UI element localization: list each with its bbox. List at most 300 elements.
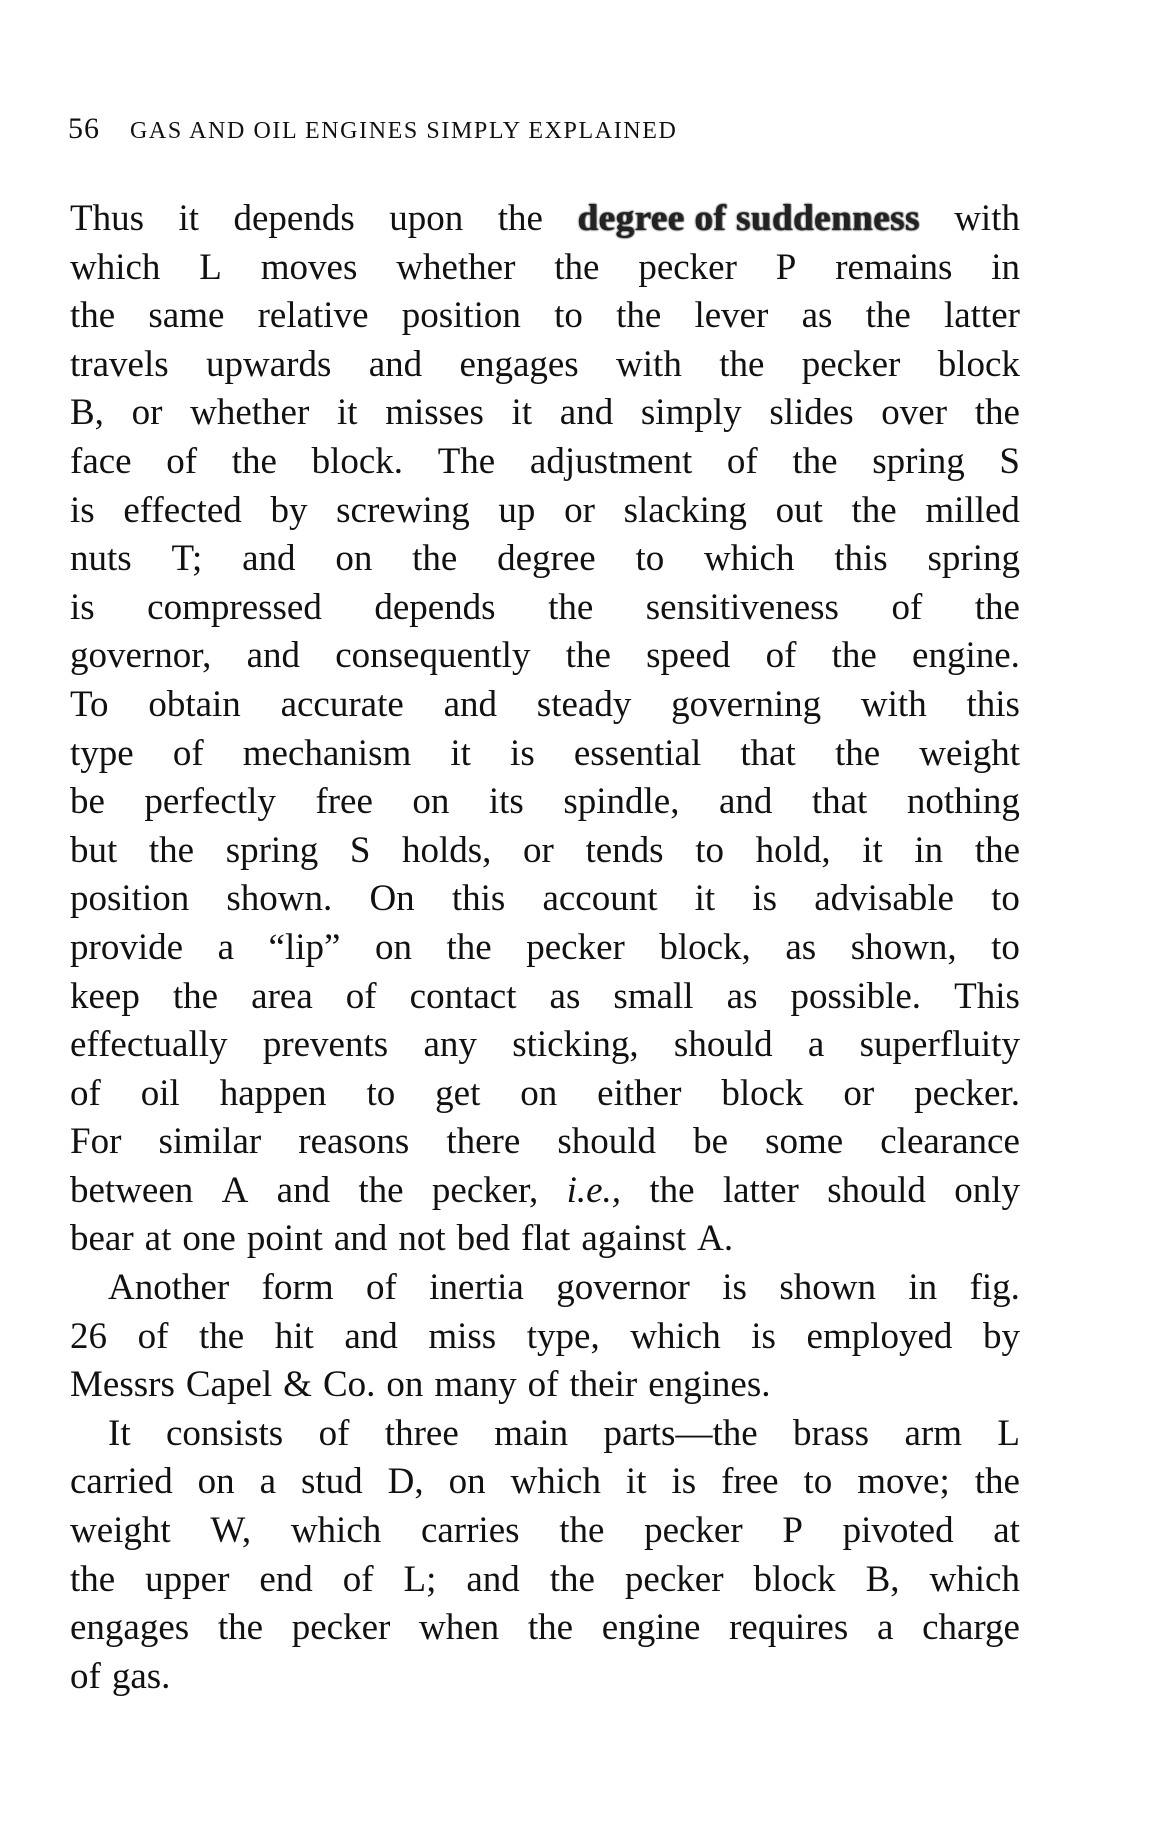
word: which [704,538,795,580]
word: point [246,1218,323,1260]
word: it [625,1461,647,1503]
word: 26 [70,1315,107,1357]
word: slides [769,392,854,434]
word: and [466,1558,520,1600]
word: carries [420,1510,520,1552]
word: requires [729,1607,849,1649]
word: the [865,295,911,337]
word: and [276,1169,331,1211]
word: at [144,1218,172,1260]
word: be [70,781,105,823]
word: block [937,343,1020,385]
text-line [70,1604,1020,1653]
word: pecker [526,926,625,968]
word: main [494,1412,569,1454]
word: the [851,489,897,531]
word: on [386,1364,424,1406]
word: upper [145,1558,230,1600]
word: misses [385,392,484,434]
word: i.e., [566,1169,622,1211]
word: type, [526,1315,600,1357]
word: many [434,1364,517,1406]
word: a [807,1024,825,1066]
word: B, [865,1558,900,1600]
text-line [70,1458,1020,1507]
word: or [843,1072,875,1114]
word: is [751,1315,776,1357]
text-line [70,1507,1020,1556]
word: bed [456,1218,511,1260]
word: same [148,295,225,337]
word: L [199,246,222,288]
word: the [649,1169,695,1211]
word: move; [857,1461,950,1503]
word: upwards [205,343,332,385]
text-line [70,1653,1020,1702]
word: and [368,343,423,385]
word: B, [70,392,104,434]
word: it [178,198,200,239]
text-line [70,1021,1020,1070]
word: should [557,1121,657,1163]
word: the [974,1461,1020,1503]
word: to [554,295,583,337]
word: is [70,586,95,628]
word: or [564,489,595,531]
word: W, [210,1510,252,1552]
word: the [548,586,594,628]
word: on [520,1072,558,1114]
word: of [318,1412,350,1454]
word: and [344,1315,398,1357]
word: happen [219,1072,327,1114]
word: brass [793,1412,870,1454]
word: to [635,538,665,580]
word: simply [640,392,742,434]
word: possible. [790,975,922,1017]
word: the [616,295,662,337]
word: one [182,1218,236,1260]
word: contact [409,975,517,1017]
word: the [70,295,116,337]
word: the [172,975,219,1017]
word: S [349,829,371,871]
word: with [954,198,1020,239]
word: there [446,1121,521,1163]
text-line [70,1313,1020,1362]
word: clearance [880,1121,1020,1163]
word: governor, [70,635,212,677]
word: holds, [402,829,492,871]
text-line [70,1361,1020,1410]
text-line [70,778,1020,827]
word: the [565,635,611,677]
word: essential [573,732,702,774]
word: oil [140,1072,180,1114]
word: the [70,1558,116,1600]
word: of [70,1072,101,1114]
word: which [70,246,161,288]
text-line [70,584,1020,633]
word: provide [70,926,184,968]
word: L; [403,1558,437,1600]
word: P [775,246,797,288]
word: the [412,538,458,580]
word: Capel [185,1364,273,1406]
word: up [498,489,536,531]
word: or [523,829,554,871]
word: of [342,1558,374,1600]
word: with [860,683,927,725]
word: obtain [148,683,241,725]
word: advisable [814,878,954,920]
word: the [792,440,838,482]
word: block [753,1558,836,1600]
text-line [70,730,1020,779]
word: pecker [644,1510,743,1552]
text-line [70,1167,1020,1216]
word: the [217,1607,264,1649]
word: milled [925,489,1020,531]
word: A. [697,1218,734,1260]
word: gas. [111,1655,171,1697]
word: D, [387,1461,424,1503]
word: of [726,440,758,482]
text-line [70,973,1020,1022]
word: charge [922,1607,1020,1649]
word: the [831,635,877,677]
word: lever [694,295,769,337]
word: to [366,1072,396,1114]
word: adjustment [529,440,693,482]
word: get [435,1072,481,1114]
word: stud [301,1461,363,1503]
word: any [423,1024,477,1066]
word: to [991,926,1020,968]
word: it [336,392,358,434]
word: engine. [912,635,1020,677]
word: the [974,829,1020,871]
word: the [549,1558,595,1600]
word: fig. [969,1267,1020,1309]
word: keep [70,975,140,1017]
word: as [549,975,581,1017]
word: of [527,1364,559,1406]
word: prevents [262,1024,389,1066]
word: moves [260,246,358,288]
word: S [999,440,1020,482]
word: of [345,975,377,1017]
word: the [559,1510,605,1552]
word: screwing [336,489,470,531]
word: superfluity [859,1024,1020,1066]
word: degree of suddenness [577,198,920,239]
word: this [966,683,1020,725]
word: is [671,1461,697,1503]
word: governing [671,683,822,725]
running-title: GAS AND OIL ENGINES SIMPLY EXPLAINED [130,118,678,144]
word: pivoted [842,1510,954,1552]
text-line [70,487,1020,536]
word: pecker [624,1558,724,1600]
word: sticking, [512,1024,639,1066]
page-number: 56 [68,112,100,145]
word: employed [806,1315,953,1357]
word: the [974,586,1020,628]
word: tends [585,829,664,871]
word: this [451,878,506,920]
word: effectually [70,1024,228,1066]
word: as [801,295,833,337]
word: mechanism [242,732,412,774]
word: face [70,440,132,482]
word: hit [274,1315,314,1357]
word: which [510,1461,601,1503]
word: the [719,343,765,385]
word: either [597,1072,682,1114]
paragraph [70,195,1020,1264]
word: this [834,538,888,580]
running-head [68,112,1028,152]
word: spindle, [563,781,680,823]
word: out [775,489,823,531]
word: latter [722,1169,799,1211]
word: is [510,732,535,774]
word: or [131,392,163,434]
word: upon [389,198,464,239]
word: the [198,1315,245,1357]
text-line [70,195,1020,244]
word: as [785,926,817,968]
word: arm [904,1412,962,1454]
word: steady [536,683,632,725]
text-line [70,438,1020,487]
word: against [581,1218,687,1260]
word: consists [166,1412,284,1454]
word: to [803,1461,833,1503]
word: the [497,198,543,239]
word: of [166,440,198,482]
word: and [242,538,296,580]
word: on [412,781,450,823]
word: only [954,1169,1020,1211]
word: some [765,1121,844,1163]
word: Another [108,1267,230,1309]
word: engages [459,343,579,385]
word: L [997,1412,1020,1454]
word: bear [70,1218,134,1260]
word: with [616,343,682,385]
word: nuts [70,538,132,580]
text-line [70,244,1020,293]
word: weight [70,1510,171,1552]
word: the [446,926,492,968]
word: be [693,1121,729,1163]
word: over [881,392,948,434]
text-line [70,1070,1020,1119]
word: a [217,926,234,968]
text-line [70,875,1020,924]
word: the [527,1607,574,1649]
word: three [384,1412,459,1454]
word: depends [374,586,496,628]
word: not [398,1218,446,1260]
word: degree [497,538,596,580]
word: small [613,975,694,1017]
word: Thus [70,198,144,239]
word: on [335,538,373,580]
word: The [437,440,496,482]
word: slacking [623,489,747,531]
word: to [991,878,1020,920]
word: the [554,246,600,288]
word: and [718,781,773,823]
word: which [929,1558,1020,1600]
word: “lip” [268,926,341,968]
word: free [315,781,373,823]
word: block [721,1072,804,1114]
word: between [70,1169,194,1211]
word: For [70,1121,122,1163]
word: travels [70,343,169,385]
word: pecker [801,343,901,385]
body-text [70,195,1020,1701]
word: similar [158,1121,262,1163]
word: on [374,926,412,968]
word: Co. [322,1364,376,1406]
text-line [70,1556,1020,1605]
word: that [740,732,796,774]
word: type [70,732,134,774]
word: it [694,878,716,920]
word: should [673,1024,773,1066]
word: the [358,1169,404,1211]
word: sensitiveness [645,586,839,628]
word: it [862,829,883,871]
word: in [991,246,1020,288]
word: free [721,1461,779,1503]
word: block, [659,926,751,968]
word: flat [521,1218,571,1260]
word: P [782,1510,803,1552]
word: in [914,829,944,871]
word: which [630,1315,721,1357]
text-line [70,1410,1020,1459]
word: inertia [429,1267,524,1309]
word: whether [396,246,516,288]
word: governor [556,1267,690,1309]
word: weight [919,732,1020,774]
word: spring [927,538,1020,580]
word: is [722,1267,747,1309]
word: and [559,392,614,434]
word: miss [428,1315,497,1357]
word: effected [123,489,242,531]
word: that [811,781,868,823]
word: end [259,1558,313,1600]
word: of [137,1315,169,1357]
word: of [891,586,923,628]
word: a [259,1461,277,1503]
word: accurate [280,683,404,725]
word: carried [70,1461,173,1503]
word: hold, [755,829,831,871]
word: whether [190,392,310,434]
word: consequently [335,635,531,677]
word: it [450,732,471,774]
word: pecker [638,246,737,288]
word: which [290,1510,382,1552]
word: and [246,635,300,677]
text-line [70,924,1020,973]
word: form [261,1267,334,1309]
word: its [488,781,524,823]
word: reasons [298,1121,410,1163]
word: in [908,1267,938,1309]
word: it [511,392,533,434]
text-line [70,632,1020,681]
word: of [366,1267,397,1309]
word: shown, [850,926,957,968]
word: depends [233,198,355,239]
word: and [443,683,498,725]
word: account [542,878,658,920]
word: to [695,829,724,871]
word: spring [872,440,965,482]
word: position [401,295,521,337]
word: of [172,732,204,774]
word: by [270,489,308,531]
word: parts—the [603,1412,758,1454]
word: compressed [147,586,322,628]
word: the [834,732,881,774]
word: T; [171,538,203,580]
text-line [70,389,1020,438]
paragraph [70,1410,1020,1702]
text-line [70,1118,1020,1167]
word: area [251,975,313,1017]
word: shown [779,1267,876,1309]
text-line [70,1215,1020,1264]
text-line [70,341,1020,390]
word: It [108,1412,131,1454]
word: when [419,1607,500,1649]
word: as [726,975,758,1017]
word: block. [311,440,404,482]
word: On [369,878,415,920]
word: This [954,975,1020,1017]
word: the [231,440,277,482]
paragraph [70,1264,1020,1410]
word: engine [601,1607,701,1649]
word: on [448,1461,486,1503]
word: at [993,1510,1020,1552]
word: by [983,1315,1020,1357]
word: remains [835,246,953,288]
word: nothing [906,781,1020,823]
word: is [752,878,778,920]
text-line [70,535,1020,584]
word: and [333,1218,388,1260]
word: a [876,1607,894,1649]
word: A [221,1169,249,1211]
word: latter [943,295,1020,337]
word: but [70,829,118,871]
word: perfectly [144,781,276,823]
word: spring [225,829,319,871]
text-line [70,1264,1020,1313]
text-line [70,681,1020,730]
